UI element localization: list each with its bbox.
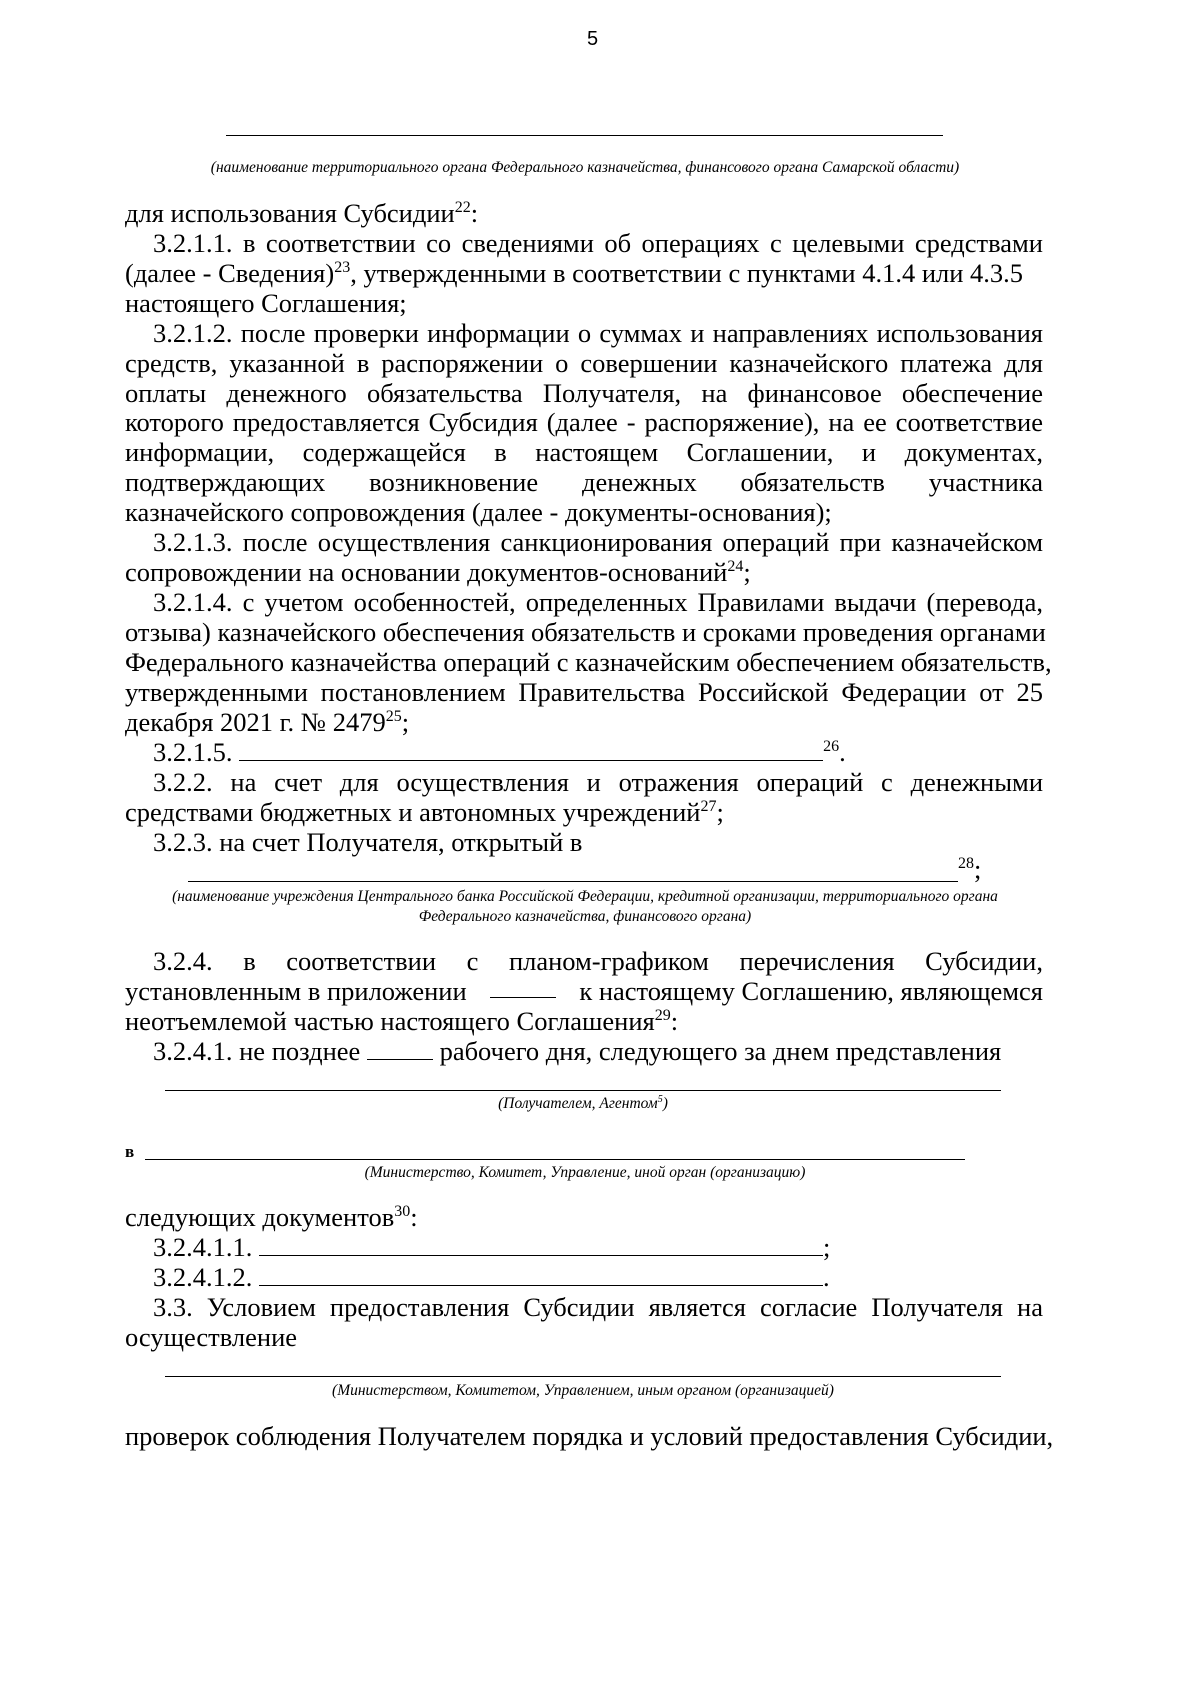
text-line: настоящего Соглашения; xyxy=(125,288,407,318)
text-line: казначейского сопровождения (далее - документы-основания); xyxy=(125,497,832,527)
caption-bank-org: (наименование учреждения Центрального банка Российской Федерации, кредитной организации, территориального органа Федерального казначейства, финансового органа) xyxy=(172,888,998,925)
blank-line-recipient-agent xyxy=(165,1090,1001,1091)
text-line: Федерального казначейства операций с казначейским обеспечением обязательств, xyxy=(125,647,1052,677)
text-line: отзыва) казначейского обеспечения обязательств и сроками проведения органами xyxy=(125,617,1046,647)
page-number: 5 xyxy=(587,28,599,50)
blank-field xyxy=(367,1037,433,1060)
text-line: информации, содержащейся в настоящем Соглашении, и документах, xyxy=(125,437,1043,467)
paragraph-3-2-4-1-2: 3.2.4.1.2. . xyxy=(153,1262,830,1292)
text-line: осуществление xyxy=(125,1322,298,1352)
blank-field xyxy=(259,1263,823,1286)
paragraph-3-2-4-1-1: 3.2.4.1.1. ; xyxy=(153,1232,831,1262)
preposition-v: в xyxy=(125,1142,135,1161)
paragraph-3-2-3: 3.2.3. на счет Получателя, открытый в xyxy=(153,827,583,857)
paragraph-3-2-4: 3.2.4. в соответствии с планом-графиком перечисления Субсидии, xyxy=(153,946,1043,976)
text-line: неотъемлемой частью настоящего Соглашения$^{29}$: xyxy=(125,1006,679,1036)
blank-line-ministry xyxy=(145,1159,965,1160)
paragraph-3-2-1-3: 3.2.1.3. после осуществления санкционирования операций при казначейском xyxy=(153,527,1043,557)
text-line: средствами бюджетных и автономных учреждений$^{27}$; xyxy=(125,797,724,827)
text-line: для использования Субсидии$^{22}$: xyxy=(125,198,479,228)
text-line: проверок соблюдения Получателем порядка и условий предоставления Субсидии, xyxy=(125,1421,1054,1451)
caption-ministry-acc: (Министерство, Комитет, Управление, иной орган (организацию) xyxy=(364,1164,806,1181)
text-line: сопровождении на основании документов-оснований$^{24}$; xyxy=(125,557,751,587)
text-line: которого предоставляется Субсидия (далее - распоряжение), на ее соответствие xyxy=(125,407,1043,437)
paragraph-3-2-2: 3.2.2. на счет для осуществления и отражения операций с денежными xyxy=(153,767,1043,797)
text-line: декабря 2021 г. № 2479$^{25}$; xyxy=(125,707,410,737)
caption-treasury-organ: (наименование территориального органа Федерального казначейства, финансового органа Самарской области) xyxy=(210,159,960,176)
blank-line-treasury-organ xyxy=(226,135,943,136)
blank-field xyxy=(259,1233,823,1256)
paragraph-3-2-1-5: 3.2.1.5. $^{26}$. xyxy=(153,737,846,767)
text-line: утвержденными постановлением Правительства Российской Федерации от 25 xyxy=(125,677,1043,707)
blank-field xyxy=(239,738,823,761)
paragraph-3-2-1-4: 3.2.1.4. с учетом особенностей, определенных Правилами выдачи (перевода, xyxy=(153,587,1043,617)
text-line: установленным в приложении к настоящему Соглашению, являющемся xyxy=(125,976,1043,1006)
paragraph-3-3: 3.3. Условием предоставления Субсидии является согласие Получателя на xyxy=(153,1292,1043,1322)
blank-line-bank-org xyxy=(188,881,958,882)
caption-ministry-instr: (Министерством, Комитетом, Управлением, иным органом (организацией) xyxy=(332,1382,834,1399)
text-line: следующих документов$^{30}$: xyxy=(125,1202,418,1232)
text-line: средств, указанной в распоряжении о совершении казначейского платежа для xyxy=(125,348,1043,378)
text-line: оплаты денежного обязательства Получателя, на финансовое обеспечение xyxy=(125,378,1043,408)
paragraph-3-2-1-2: 3.2.1.2. после проверки информации о суммах и направлениях использования xyxy=(153,318,1043,348)
footnote-ref: $^{28}$; xyxy=(958,854,982,884)
paragraph-3-2-4-1: 3.2.4.1. не позднее рабочего дня, следующего за днем представления xyxy=(153,1036,1002,1066)
text-line: (далее - Сведения)$^{23}$, утвержденными в соответствии с пунктами 4.1.4 или 4.3.5 xyxy=(125,258,1024,288)
blank-line-ministry-instr xyxy=(165,1376,1001,1377)
blank-field xyxy=(490,975,556,998)
caption-recipient-agent: (Получателем, Агентом$^5$) xyxy=(498,1094,668,1112)
text-line: подтверждающих возникновение денежных обязательств участника xyxy=(125,467,1043,497)
paragraph-3-2-1-1: 3.2.1.1. в соответствии со сведениями об операциях с целевыми средствами xyxy=(153,228,1043,258)
